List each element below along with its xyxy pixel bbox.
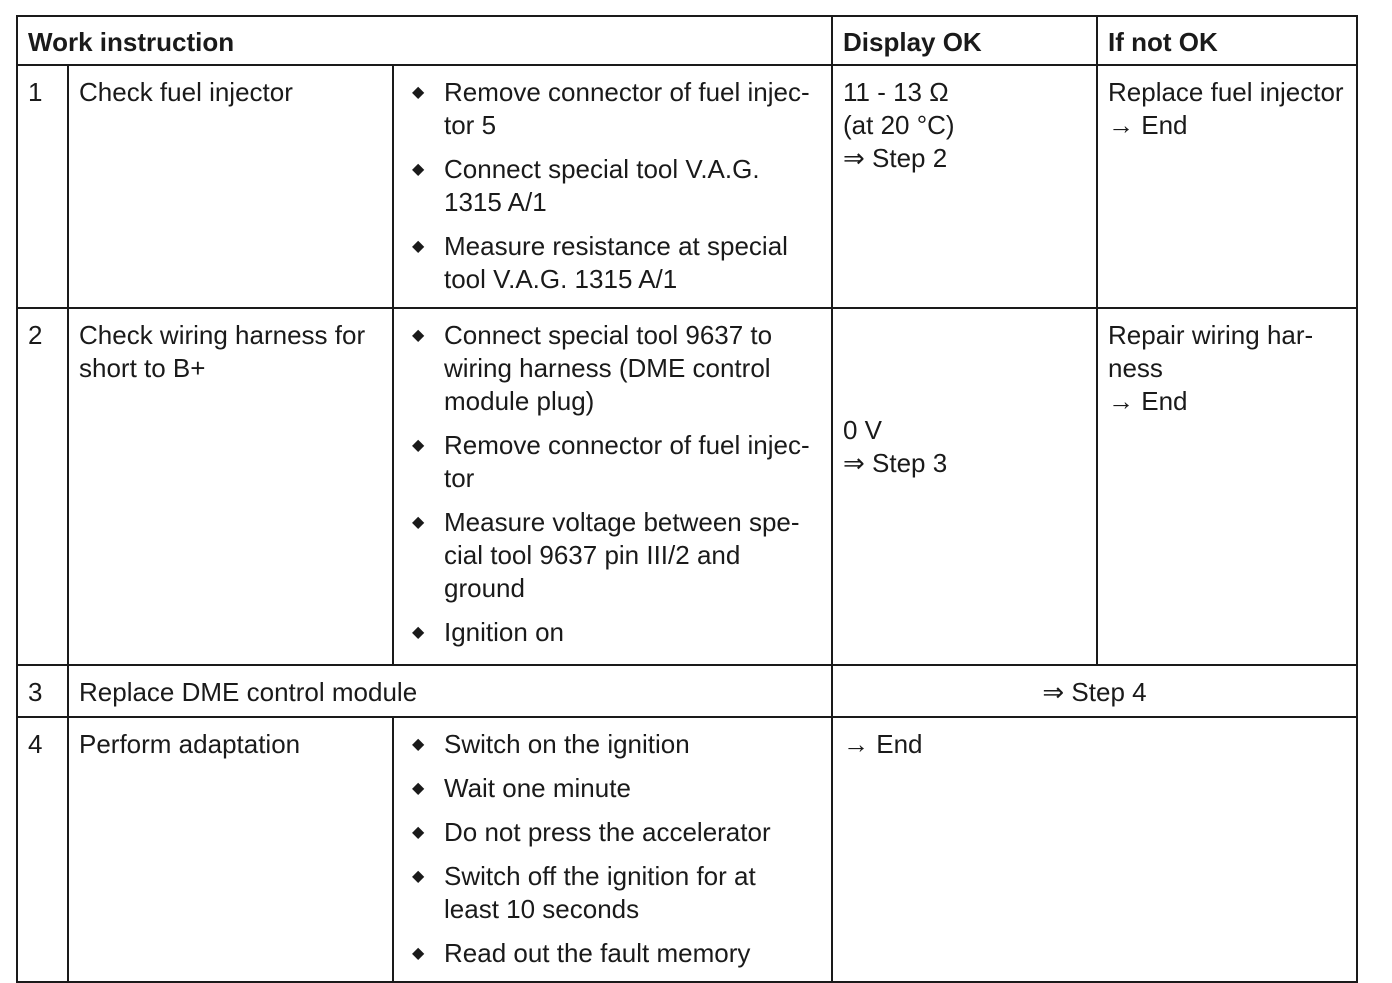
header-display-ok: Display OK bbox=[832, 16, 1097, 65]
action-item bbox=[404, 616, 821, 649]
step-title bbox=[68, 308, 393, 665]
cell-line: Repair wiring har- bbox=[1108, 320, 1314, 350]
display-ok-cell bbox=[832, 308, 1097, 665]
step-actions bbox=[393, 717, 832, 982]
diamond-bullet-icon: ◆ bbox=[412, 161, 425, 178]
display-ok-cell bbox=[832, 65, 1097, 308]
cell-line: 0 V bbox=[843, 415, 883, 445]
action-text: Switch on the ignition bbox=[444, 729, 690, 759]
diamond-bullet-icon: ◆ bbox=[412, 868, 425, 885]
action-text: Measure resistance at special tool V.A.G. 1315 A/1 bbox=[444, 231, 788, 294]
diamond-bullet-icon: ◆ bbox=[412, 624, 425, 641]
table-row bbox=[17, 717, 1357, 982]
diamond-bullet-icon: ◆ bbox=[412, 437, 425, 454]
result-cell: → End bbox=[832, 717, 1357, 982]
step-title bbox=[68, 65, 393, 308]
step-number: 4 bbox=[17, 717, 68, 982]
result-cell: ⇒ Step 4 bbox=[832, 665, 1357, 717]
action-text: Do not press the accelerator bbox=[444, 817, 771, 847]
if-not-ok-cell bbox=[1097, 65, 1357, 308]
action-text: Remove connector of fuel injec- tor bbox=[444, 430, 810, 493]
action-text: Read out the fault memory bbox=[444, 938, 751, 968]
header-work-instruction: Work instruction bbox=[17, 16, 832, 65]
if-not-ok-cell bbox=[1097, 308, 1357, 665]
step-title-text: Check fuel injector bbox=[79, 77, 293, 107]
step-number: 3 bbox=[17, 665, 68, 717]
cell-line: ness bbox=[1108, 353, 1163, 383]
action-text: Wait one minute bbox=[444, 773, 631, 803]
action-item bbox=[404, 860, 821, 926]
cell-line: ⇒ Step 2 bbox=[843, 143, 948, 173]
action-item bbox=[404, 816, 821, 849]
diamond-bullet-icon: ◆ bbox=[412, 780, 425, 797]
action-item bbox=[404, 319, 821, 418]
display-ok-lines bbox=[843, 414, 1086, 480]
action-item bbox=[404, 772, 821, 805]
action-text: Measure voltage between spe- cial tool 9637 pin III/2 and ground bbox=[444, 507, 800, 603]
step-actions bbox=[393, 308, 832, 665]
diamond-bullet-icon: ◆ bbox=[412, 84, 425, 101]
header-if-not-ok: If not OK bbox=[1097, 16, 1357, 65]
action-item bbox=[404, 153, 821, 219]
diamond-bullet-icon: ◆ bbox=[412, 824, 425, 841]
action-text: Remove connector of fuel injec- tor 5 bbox=[444, 77, 810, 140]
action-list bbox=[404, 76, 821, 296]
cell-line: → End bbox=[1108, 386, 1188, 416]
cell-line: Replace fuel injector bbox=[1108, 77, 1344, 107]
diamond-bullet-icon: ◆ bbox=[412, 238, 425, 255]
step-title: Perform adaptation bbox=[68, 717, 393, 982]
table-row bbox=[17, 65, 1357, 308]
cell-line: (at 20 °C) bbox=[843, 110, 955, 140]
action-item bbox=[404, 728, 821, 761]
cell-line: ⇒ Step 3 bbox=[843, 448, 948, 478]
table-row bbox=[17, 308, 1357, 665]
step-number: 1 bbox=[17, 65, 68, 308]
table-row bbox=[17, 665, 1357, 717]
action-text: Switch off the ignition for at least 10 seconds bbox=[444, 861, 756, 924]
table-header-row bbox=[17, 16, 1357, 65]
action-item bbox=[404, 937, 821, 970]
step-actions bbox=[393, 65, 832, 308]
action-item bbox=[404, 230, 821, 296]
action-text: Connect special tool 9637 to wiring harness (DME control module plug) bbox=[444, 320, 773, 416]
action-item bbox=[404, 506, 821, 605]
diamond-bullet-icon: ◆ bbox=[412, 945, 425, 962]
step-number: 2 bbox=[17, 308, 68, 665]
action-list bbox=[404, 319, 821, 649]
work-instruction-table bbox=[16, 15, 1358, 983]
step-title: Replace DME control module bbox=[68, 665, 832, 717]
action-text: Ignition on bbox=[444, 617, 564, 647]
action-item bbox=[404, 429, 821, 495]
action-item bbox=[404, 76, 821, 142]
diamond-bullet-icon: ◆ bbox=[412, 327, 425, 344]
action-text: Connect special tool V.A.G. 1315 A/1 bbox=[444, 154, 760, 217]
cell-line: 11 - 13 Ω bbox=[843, 77, 949, 107]
diamond-bullet-icon: ◆ bbox=[412, 514, 425, 531]
step-title-text: Check wiring harness for short to B+ bbox=[79, 320, 366, 383]
cell-line: → End bbox=[1108, 110, 1188, 140]
action-list bbox=[404, 728, 821, 970]
diamond-bullet-icon: ◆ bbox=[412, 736, 425, 753]
